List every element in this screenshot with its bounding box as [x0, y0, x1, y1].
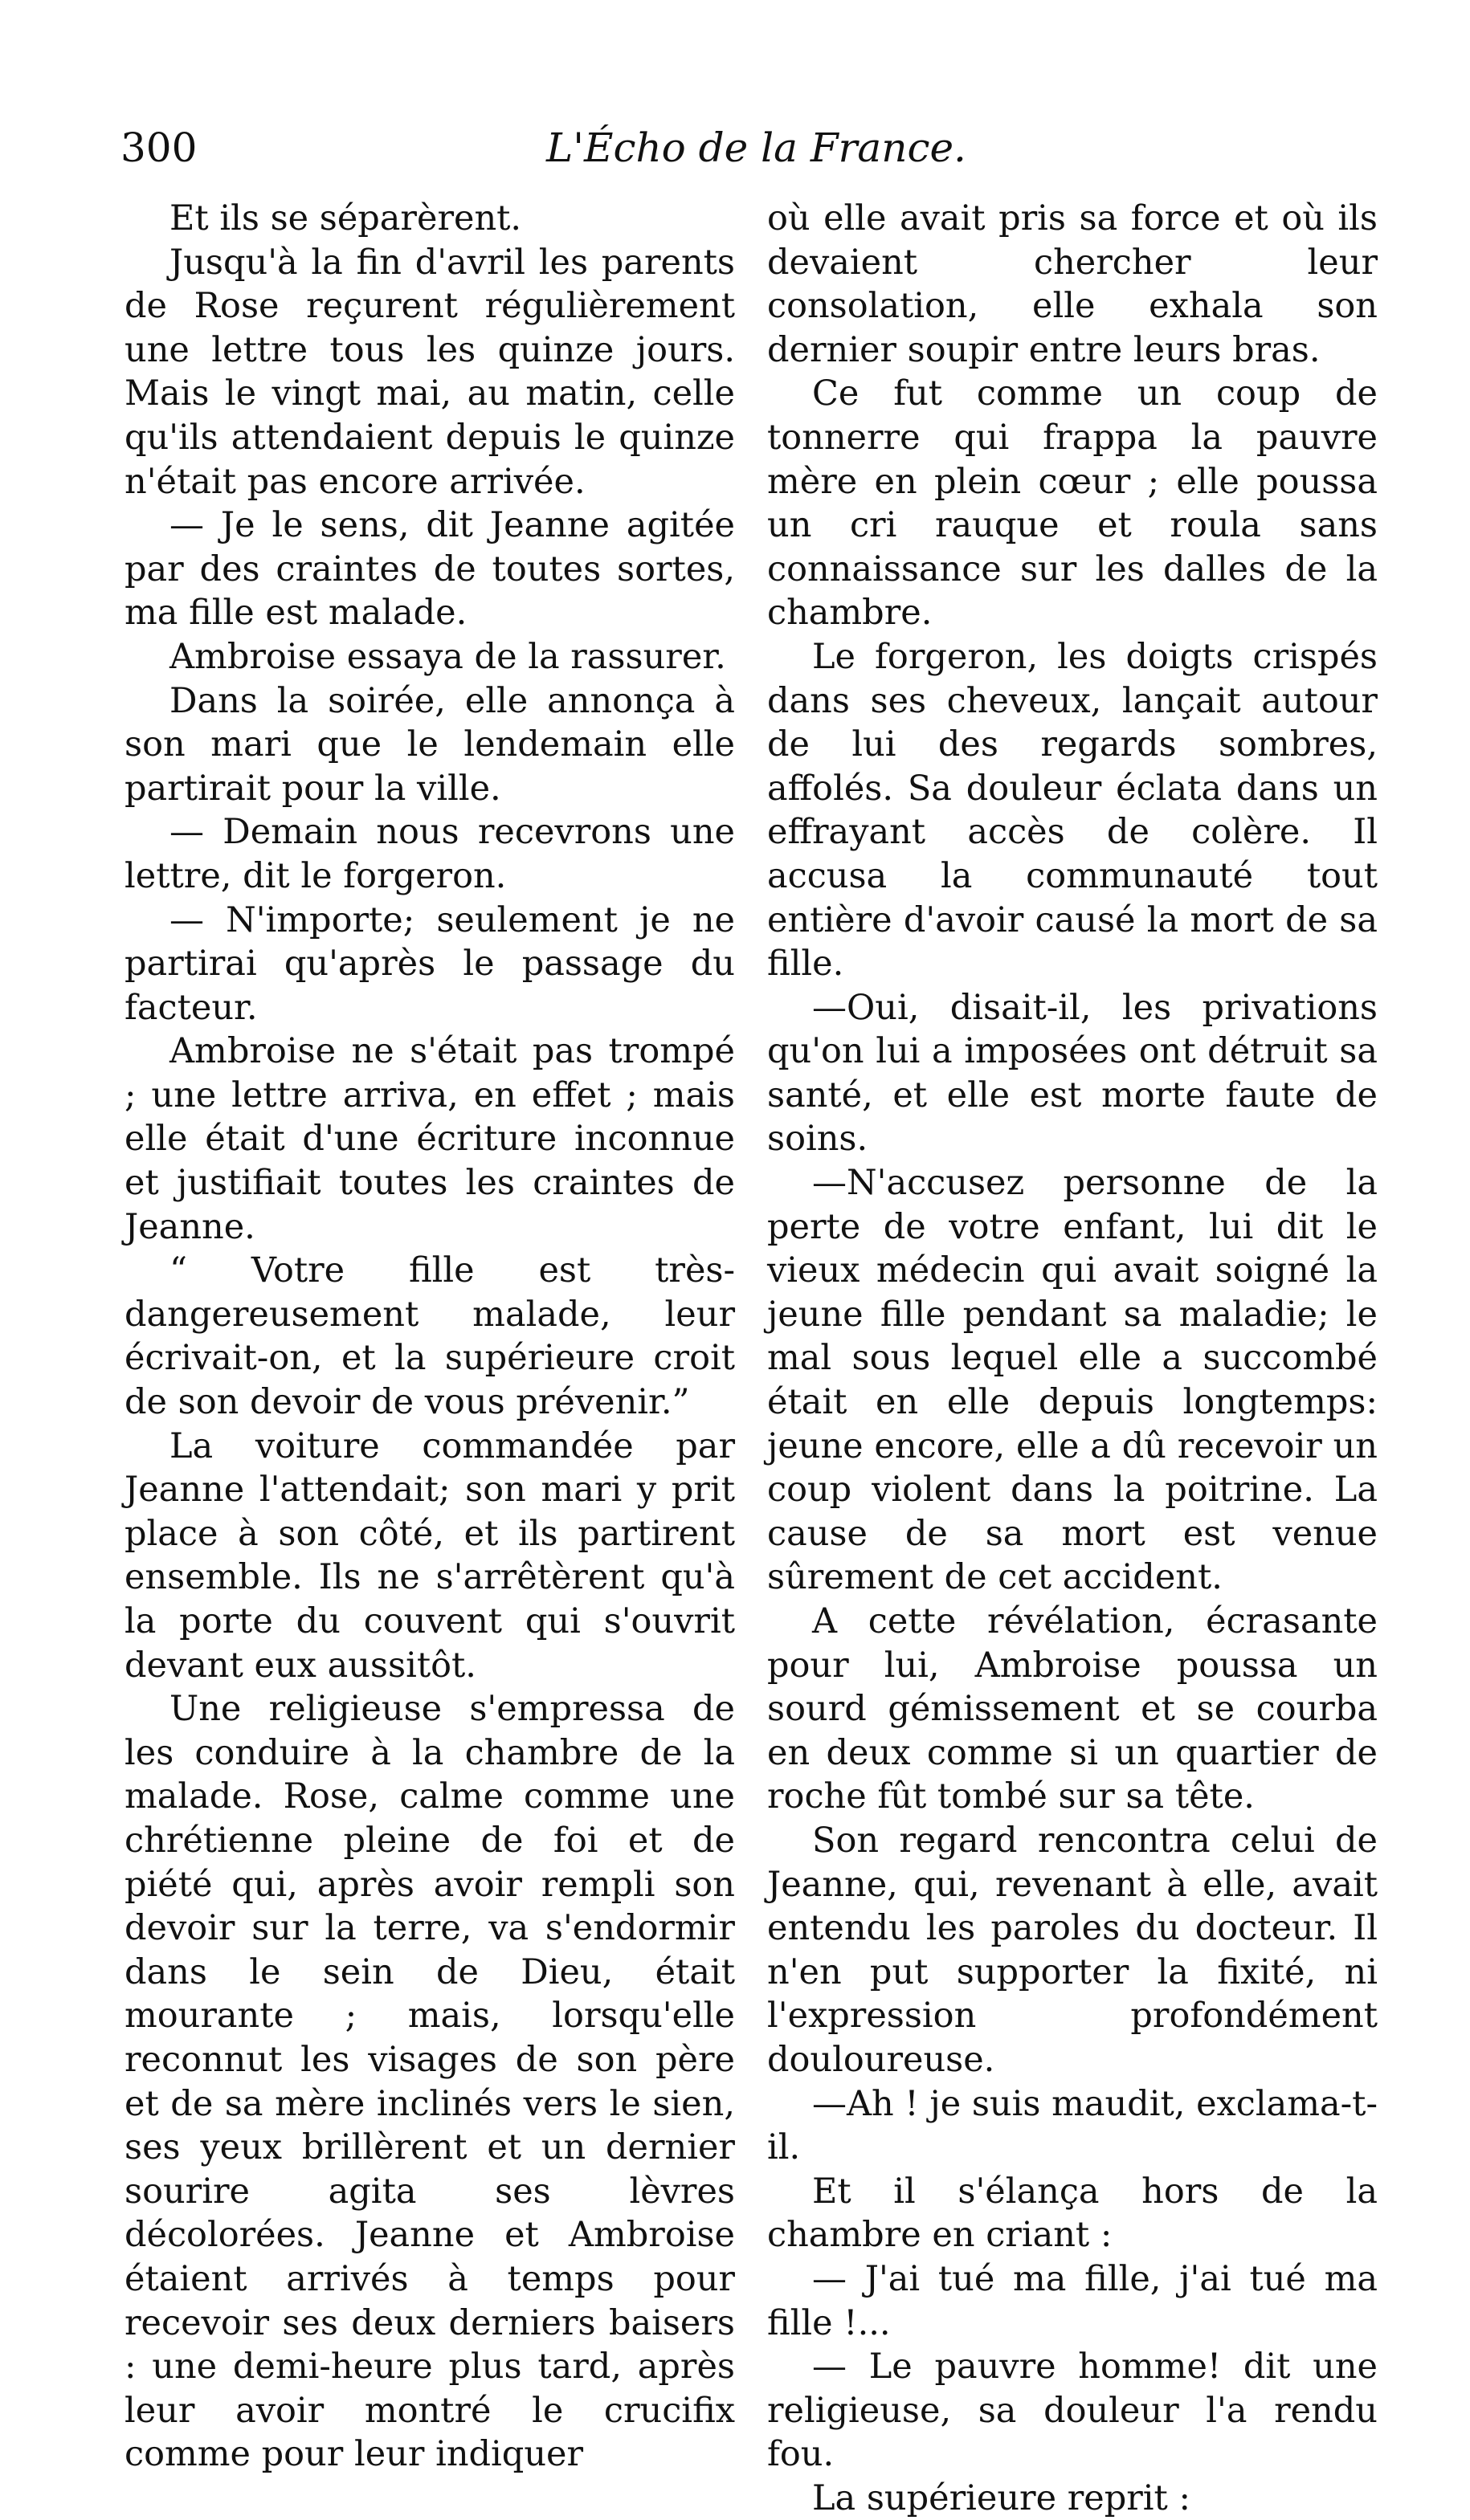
paragraph: — Le pauvre homme! dit une religieuse, sa douleur l'a rendu fou.: [767, 2347, 1378, 2475]
paragraph: où elle avait pris sa force et où ils devaient chercher leur consolation, elle exhala son dernier soupir entre leurs bras.: [767, 198, 1378, 370]
paragraph: Une religieuse s'empressa de les conduire à la chambre de la malade. Rose, calme comme une chrétienne pleine de foi et de piété qui, après avoir rempli son devoir sur la terre, va s'endormir dans le sein de Dieu, était mourante ; mais, lorsqu'elle reconnut les visages de son père et de sa mère inclinés vers le sien, ses yeux brillèrent et un dernier sourire agita ses lèvres décolorées. Jeanne et Ambroise étaient arrivés à temps pour recevoir ses deux derniers baisers : une demi-heure plus tard, après leur avoir montré le crucifix comme pour leur indiquer: [125, 1689, 735, 2475]
paragraph: Ambroise ne s'était pas trompé ; une lettre arriva, en effet ; mais elle était d'une écriture inconnue et justifiait toutes les craintes de Jeanne.: [125, 1031, 735, 1247]
paragraph: — J'ai tué ma fille, j'ai tué ma fille !...: [767, 2258, 1378, 2343]
paragraph: Ce fut comme un coup de tonnerre qui frappa la pauvre mère en plein cœur ; elle poussa un cri rauque et roula sans connaissance sur les dalles de la chambre.: [767, 373, 1378, 634]
left-column: [125, 197, 735, 2477]
paragraph: La voiture commandée par Jeanne l'attendait; son mari y prit place à son côté, et ils partirent ensemble. Ils ne s'arrêtèrent qu'à la porte du couvent qui s'ouvrit devant eux aussitôt.: [125, 1425, 735, 1686]
running-title: L'Écho de la France.: [546, 124, 966, 171]
paragraph: — Demain nous recevrons une lettre, dit le forgeron.: [125, 812, 735, 896]
paragraph: Dans la soirée, elle annonça à son mari que le lendemain elle partirait pour la ville.: [125, 680, 735, 809]
paragraph: Le forgeron, les doigts crispés dans ses cheveux, lançait autour de lui des regards sombres, affolés. Sa douleur éclata dans un effrayant accès de colère. Il accusa la communauté tout entière d'avoir causé la mort de sa fille.: [767, 636, 1378, 985]
paragraph: Jusqu'à la fin d'avril les parents de Rose reçurent régulièrement une lettre tous les quinze jours. Mais le vingt mai, au matin, celle qu'ils attendaient depuis le quinze n'était pas encore arrivée.: [125, 242, 735, 502]
paragraph: — N'importe; seulement je ne partirai qu'après le passage du facteur.: [125, 899, 735, 1028]
right-column: [767, 197, 1378, 2520]
page-number: 300: [120, 124, 198, 171]
paragraph: A cette révélation, écrasante pour lui, Ambroise poussa un sourd gémissement et se courba en deux comme si un quartier de roche fût tombé sur sa tête.: [767, 1601, 1378, 1817]
paragraph: —Oui, disait-il, les privations qu'on lui a imposées ont détruit sa santé, et elle est morte faute de soins.: [767, 987, 1378, 1160]
paragraph: Et ils se séparèrent.: [169, 198, 522, 239]
paragraph: Ambroise essaya de la rassurer.: [169, 636, 726, 677]
paragraph: La supérieure reprit :: [812, 2477, 1190, 2518]
paragraph: — Je le sens, dit Jeanne agitée par des craintes de toutes sortes, ma fille est malade.: [125, 505, 735, 634]
page-header: [0, 124, 1470, 181]
paragraph: “ Votre fille est très-dangereusement malade, leur écrivait-on, et la supérieure croit de son devoir de vous prévenir.”: [125, 1250, 735, 1423]
paragraph: —Ah ! je suis maudit, exclama-t-il.: [767, 2083, 1378, 2168]
paragraph: Son regard rencontra celui de Jeanne, qui, revenant à elle, avait entendu les paroles du docteur. Il n'en put supporter la fixité, ni l'expression profondément douloureuse.: [767, 1820, 1378, 2080]
paragraph: Et il s'élança hors de la chambre en criant :: [767, 2171, 1378, 2256]
paragraph: —N'accusez personne de la perte de votre enfant, lui dit le vieux médecin qui avait soigné la jeune fille pendant sa maladie; le mal sous lequel elle a succombé était en elle depuis longtemps: jeune encore, elle a dû recevoir un coup violent dans la poitrine. La cause de sa mort est venue sûrement de cet accident.: [767, 1163, 1378, 1598]
